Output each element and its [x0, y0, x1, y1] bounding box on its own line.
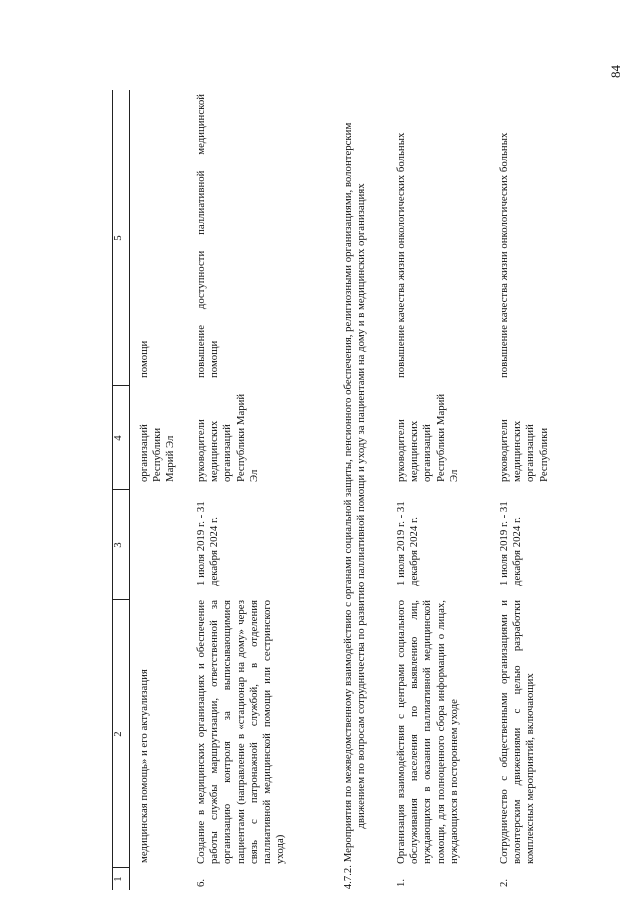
row1-number: 1. — [395, 878, 407, 887]
row2-date: 1 июля 2019 г. - 31 декабря 2024 г. — [498, 501, 524, 586]
row1-executor: руководители медицинских организаций Республики Марий Эл — [395, 393, 460, 482]
row1-date: 1 июля 2019 г. - 31 декабря 2024 г. — [395, 501, 421, 586]
row6-result: повышение доступности паллиативной медицинской помощи — [195, 94, 221, 378]
header-col-1: 1 — [112, 876, 124, 882]
row2-executor: руководители медицинских организаций Республики — [498, 419, 550, 482]
section-heading: 4.7.2. Мероприятия по межведомственному взаимодействию с органами социальной защиты, пенсионного обеспечения, религиозными организациями, волонтерским движением по вопросам сотрудничества по развитию паллиативной помощи и уходу за пациентами на дому и в медицинских организациях — [342, 122, 368, 890]
header-col-4: 4 — [112, 435, 124, 441]
top-row-text: медицинская помощь» и его актуализация — [138, 669, 150, 863]
header-bottom-rule — [129, 90, 130, 890]
row2-result: повышение качества жизни онкологических больных — [498, 132, 510, 378]
page-number: 84 — [608, 65, 623, 78]
header-col-3: 3 — [112, 542, 124, 548]
row1-text: Организация взаимодействия с центрами социального обслуживания населения по выявлению лиц, нуждающихся в оказании паллиативной медицинской помощи, для полноценного сбора информации о лицах, нуждающихся в постороннем уходе — [395, 600, 460, 864]
row2-number: 2. — [498, 878, 510, 887]
row6-text: Создание в медицинских организациях и обеспечение работы службы маршрутизации, ответственной за организацию контроля за выписывающимися пациентами (направление в «стационар на дому» через связь с патронажной службой, в отделения паллиативной медицинской помощи или сестринского ухода) — [195, 600, 287, 864]
row1-result: повышение качества жизни онкологических больных — [395, 132, 407, 378]
row2-text: Сотрудничество с общественными организациями и волонтерским движениями с целью разработки комплексных мероприятий, включающих — [498, 600, 537, 864]
row6-number: 6. — [195, 878, 207, 887]
row6-date: 1 июля 2019 г. - 31 декабря 2024 г. — [195, 501, 221, 586]
rotated-table — [112, 90, 640, 890]
row6-executor: руководители медицинских организаций Республики Марий Эл — [195, 393, 260, 482]
top-row-result: помощи — [138, 340, 150, 378]
top-row-executor: организаций Республики Марий Эл — [138, 424, 177, 482]
header-col-2: 2 — [112, 731, 124, 737]
header-col-5: 5 — [112, 235, 124, 241]
